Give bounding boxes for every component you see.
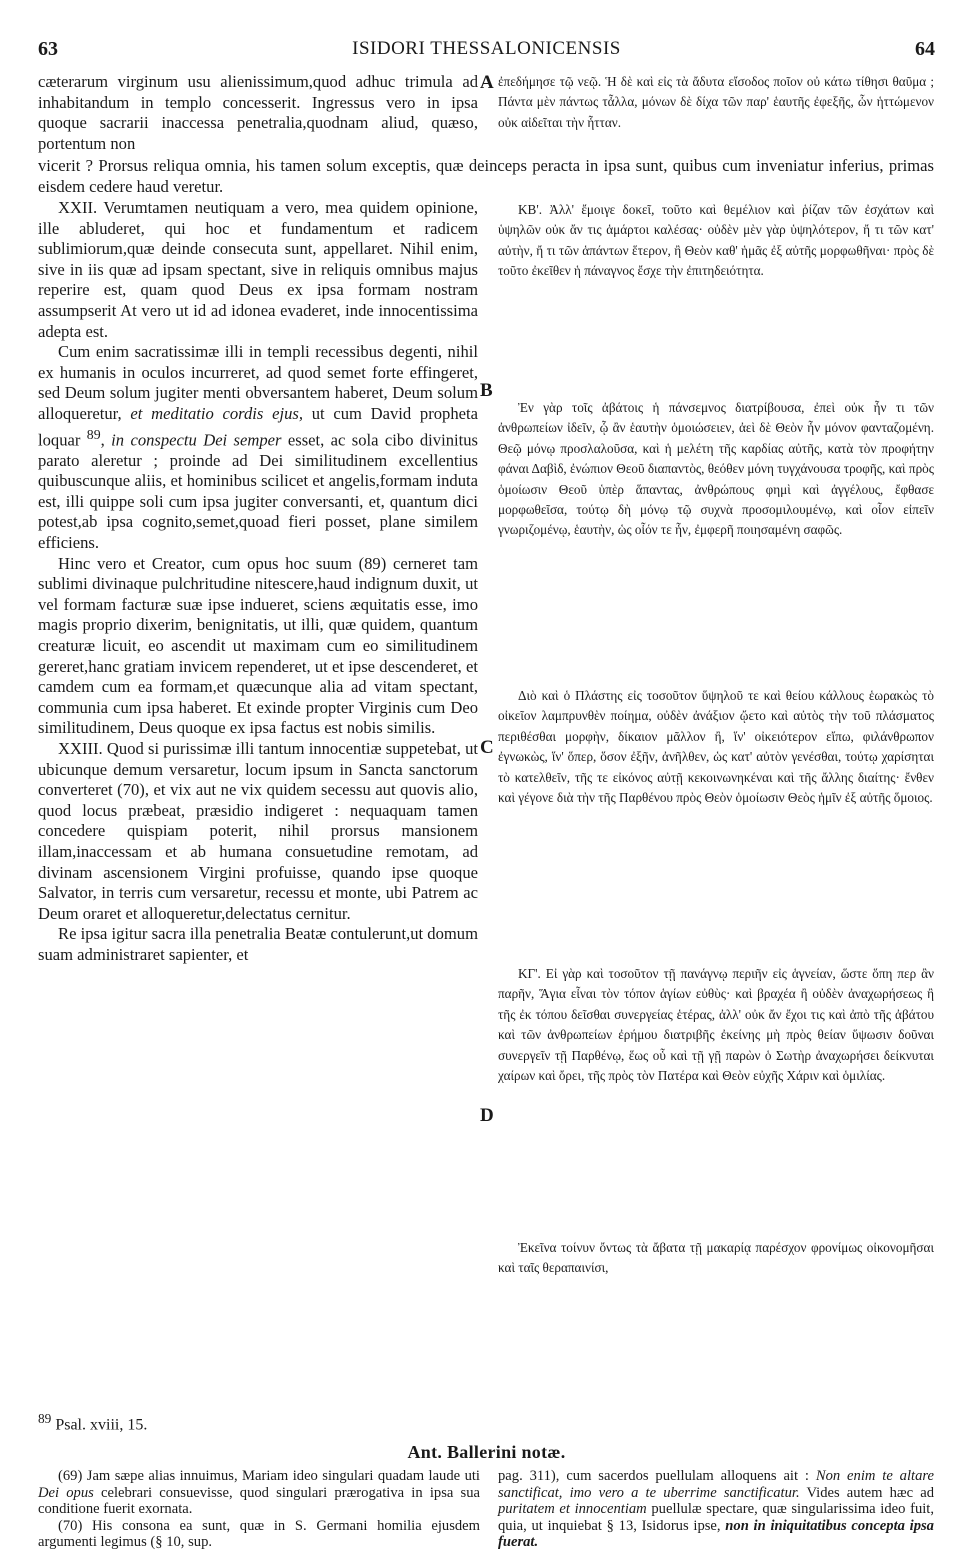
latin-paragraph: Cum enim sacratissimæ illi in templi recessibus degenti, nihil ex humanis in oculos incurreret, ad quod semet forte effingeret, sed Deum solum jugiter menti obversantem haberet, Deum solum alloqueretur, et meditatio cordis ejus, ut cum David propheta loquar $^{89}$, in conspectu Dei semper esset, ac sola cibo divinitus parato aleretur ; proinde ad Dei similitudinem excellentius quibuscunque aliis, et hominibus scilicet et angelis,formam induta est, illi quippe soli cum ipsa jugiter conversanti, et, quantum dici potest,ab ipsa cognito,semet,quoad fieri posset, plane similem efficiens.	[38, 342, 478, 553]
latin-paragraph-continuation: vicerit ? Prorsus reliqua omnia, his tamen solum exceptis, quæ deinceps peracta in ipsa sunt, quibus cum inveniatur inferius, primas eisdem cedere haud veretur.	[38, 156, 934, 196]
notes-heading: Ant. Ballerini notæ.	[407, 1442, 566, 1462]
running-title: ISIDORI THESSALONICENSIS	[352, 38, 621, 59]
margin-marker-b: B	[480, 380, 493, 401]
latin-quotation: et meditatio cordis ejus,	[130, 403, 303, 423]
latin-paragraph: Re ipsa igitur sacra illa penetralia Beatæ contulerunt,ut domum suam administraret sapienter, et	[38, 924, 478, 964]
latin-full-width-line	[38, 156, 934, 197]
greek-column-b2	[498, 398, 934, 541]
greek-column-c	[498, 686, 934, 808]
page-number-left: 63	[38, 38, 58, 60]
greek-paragraph: Διὸ καὶ ὁ Πλάστης εἰς τοσοῦτον ὕψηλοῦ τε καὶ θείου κάλλους ἑωρακὼς τὸ οἰκεῖον λαμπρυνθὲν ποίημα, οὐδὲν ἀνάξιον ᾤετο καὶ αὐτὸς τὴν τοῦ πλάσματος περιθέσθαι μορφὴν, δίκαιον μᾶλλον ἢ, ἵν' οἰκειότερον εἴπω, φιλάνθρωπον ἐγνωκὼς, ἵν' ὅπερ, ὅσον ἐξῆν, ἀνῆλθεν, ὡς κατ' αὐτὸν γενέσθαι, τούτῳ χαρίσηται τὸ κατελθεῖν, τῆς τε εἰκόνος αὐτῇ κεκοινωνηκέναι καὶ τῆς ἄλλης διαίτης· ἔνθεν καὶ γέγονε διὰ τὴν τῆς Παρθένου πρὸς Θεὸν ὁμοίωσιν Θεὸς ἡμῖν ἐξ αὐτῆς ὅμοιος.	[498, 688, 934, 806]
note-70: (70) His consona ea sunt, quæ in S. Germani homilia ejusdem argumenti legimus (§ 10, sup.	[38, 1517, 480, 1551]
notes-column-right	[498, 1468, 934, 1551]
footnote-number: 89	[38, 1411, 52, 1426]
greek-paragraph: ἐπεδήμησε τῷ νεῷ. Ἡ δὲ καὶ εἰς τὰ ἄδυτα εἴσοδος ποῖον οὐ κάτω τίθησι θαῦμα ; Πάντα μὲν πάντως τἆλλα, μόνων δὲ δίχα τῶν παρ' ἑαυτῆς ἐφεξῆς, ὧν ἡττώμενον οὐκ αἰδεῖται τὴν ἧτταν.	[498, 74, 934, 130]
notes-column-left	[38, 1468, 480, 1551]
greek-paragraph: Ἐν γὰρ τοῖς ἀβάτοις ἡ πάνσεμνος διατρίβουσα, ἐπεὶ οὐκ ἦν τι τῶν ἀνθρωπείων ἰδεῖν, ᾧ ἂν ἑαυτὴν ὁμοιώσειεν, ἀεὶ δὲ Θεὸν ἦν μόνον φανταζομένη. Θεῷ μόνῳ προσλαλοῦσα, καὶ ἡ μελέτη τῆς καρδίας αὐτῆς, κατὰ τὸν προφήτην φάναι Δαβὶδ, ἐνώπιον Θεοῦ διαπαντὸς, θεόθεν μόνη τυγχάνουσα τροφῆς, καὶ πρὸς ὁμοίωσιν Θεοῦ ὑπὲρ ἅπαντας, ἀνθρώπους φημὶ καὶ ἀγγέλους, ἔφθασε μορφωθεῖσα, τούτῳ δὴ μόνῳ τῷ συχνὰ προσομιλουμένῳ, καὶ οἷον εἰπεῖν γνωριζομένῳ, ἑαυτὴν, ὡς οἷόν τε ἦν, ἐμφερῆ ποιησαμένη σαφῶς.	[498, 400, 934, 538]
margin-marker-d: D	[480, 1105, 494, 1126]
note-69: (69) Jam sæpe alias innuimus, Mariam ideo singulari quadam laude uti Dei opus celebrari consuevisse, quod singulari prærogativa in ipsa sua conditione fuerit exornata.	[38, 1468, 480, 1518]
greek-paragraph-kg: ΚΓ'. Εἰ γὰρ καὶ τοσοῦτον τῇ πανάγνῳ περιῆν εἰς ἁγνείαν, ὥστε ὅπη περ ἂν παρῆν, Ἅγια εἶναι τὸν τόπον ἁγίων εὐθὺς· καὶ βραχέα ἢ οὐδὲν ἀναχωρήσεως ἢ τῆς ἐκ τόπου δεῖσθαι συνεργείας ἑτέρας, ἀλλ' οὐκ ἄν ἔχοι τις καὶ ἀπὸ τῆς ἀβάτου καὶ τῶν ἀνθρωπείων ἐρήμου διατριβῆς ἐκείνης μὴ πρὸς θείαν ὕψωσιν δοῦναι συνεργεῖν τῇ Παρθένῳ, ἕως οὗ καὶ τῇ γῇ παρὼν ὁ Σωτὴρ ἀναχωρήσει δείκνυται χαίρων καὶ ὄρει, τῆς πρὸς τὸν Πατέρα καὶ Θεὸν εὐχῆς Χάριν καὶ ὁμιλίας.	[498, 966, 934, 1084]
latin-paragraph: Hinc vero et Creator, cum opus hoc suum (89) cerneret tam sublimi divinaque pulchritudine nitescere,haud indignum duxit, ut vel formam facturæ suæ ipse indueret, sciens æquitatis esse, imo magis proprio dixerim, benignitatis, ut illi, quæ quidem, quantum creaturæ licuit, eo ascendit ut maximam cum eo similitudinem gereret,hanc gratiam invicem rependeret, ut et ipse descenderet, et camdem cum ea formam,et quæcunque alia ad vitam spectant, communia cum ipsa haberet. Et exinde propter Virginis cum Deo similitudinem, Deus quoque ex ipsa factus est nobis similis.	[38, 553, 478, 738]
greek-column-a	[498, 72, 934, 133]
latin-quotation: in conspectu Dei semper	[111, 430, 282, 450]
margin-marker-a: A	[480, 72, 494, 93]
latin-column-a	[38, 72, 478, 154]
greek-paragraph: Ἐκεῖνα τοίνυν ὄντως τὰ ἄβατα τῇ μακαρίᾳ παρέσχον φρονίμως οἰκονομῆσαι καὶ ταῖς θεραπαινίσι,	[498, 1240, 934, 1276]
greek-column-b1	[498, 200, 934, 282]
greek-paragraph-kb: ΚΒ'. Ἀλλ' ἔμοιγε δοκεῖ, τοῦτο καὶ θεμέλιον καὶ ῥίζαν τῶν ἐσχάτων καὶ ὑψηλῶν οὐκ ἄν τις ἁμάρτοι καλέσας· οὐδὲν μὲν γὰρ ὑψηλότερον, ἤ τι τῶν κατ' αὐτὴν, ἤ τι τῶν ἁπάντων ἕτερον, ἢ Θεὸν καθ' ἡμᾶς ἐξ αὐτῆς μορφωθῆναι· πρὸς δὲ τοῦτο ἐκεῖθεν ἡ πάναγνος ἔσχε τὴν ἐπιτηδειότητα.	[498, 202, 934, 279]
greek-column-e	[498, 1238, 934, 1279]
latin-paragraph: cæterarum virginum usu alienissimum,quod adhuc trimula ad inhabitandum in templo concesserit. Ingressus vero in ipsa quoque sacrarii inaccessa penetralia,quodnam aliud, quæso, portentum non	[38, 72, 478, 153]
page-number-right: 64	[915, 38, 935, 60]
latin-paragraph-xxiii: XXIII. Quod si purissimæ illi tantum innocentiæ suppetebat, ut ubicunque demum versaretur, locum ipsum in Sancta sanctorum converteret (70), et vix aut ne vix quidem secessu aut quovis alio, quod locus præbeat, præsidio indigeret : nequaquam tamen concedere quispiam poterit, nihil prorsus mansionem illam,inaccessam et ab humana consuetudine remotam, ad divinam ascensionem Virgini profuisse, quando ipse quoque Salvator, in terris cum versaretur, recessu et monte, ubi Patrem ac Deum oraret et alloqueretur,delectatus cernitur.	[38, 738, 478, 923]
footnote-text: Psal. xviii, 15.	[55, 1416, 148, 1434]
running-header	[38, 38, 935, 64]
latin-column-b	[38, 198, 478, 966]
footnote	[38, 1411, 147, 1434]
footnote-ref: 89	[86, 426, 101, 442]
greek-column-d	[498, 964, 934, 1086]
margin-marker-c: C	[480, 737, 494, 758]
note-70-continuation: pag. 311), cum sacerdos puellulam alloquens ait : Non enim te altare sanctificat, imo vero a te uberrime sanctificatur. Vides autem hæc ad puritatem et innocentiam puellulæ spectare, quæ singularissima ideo fuit, quia, ut inquiebat § 13, Isidorus ipse, non in iniquitatibus concepta ipsa fuerat.	[498, 1468, 934, 1551]
latin-paragraph-xxii: XXII. Verumtamen neutiquam a vero, mea quidem opinione, ille abluderet, qui hoc et fundamentum et radicem sublimiorum,quæ deinde consecuta sunt, appellaret. Nihil enim, sive in iis quæ ad ipsam spectant, sive in reliquis omnibus majus reperire est, quam quod Deus ex ipsa formam nostram assumpserit At vero ut id ad idonea evaderet, inde innocentissima adepta est.	[38, 198, 478, 341]
